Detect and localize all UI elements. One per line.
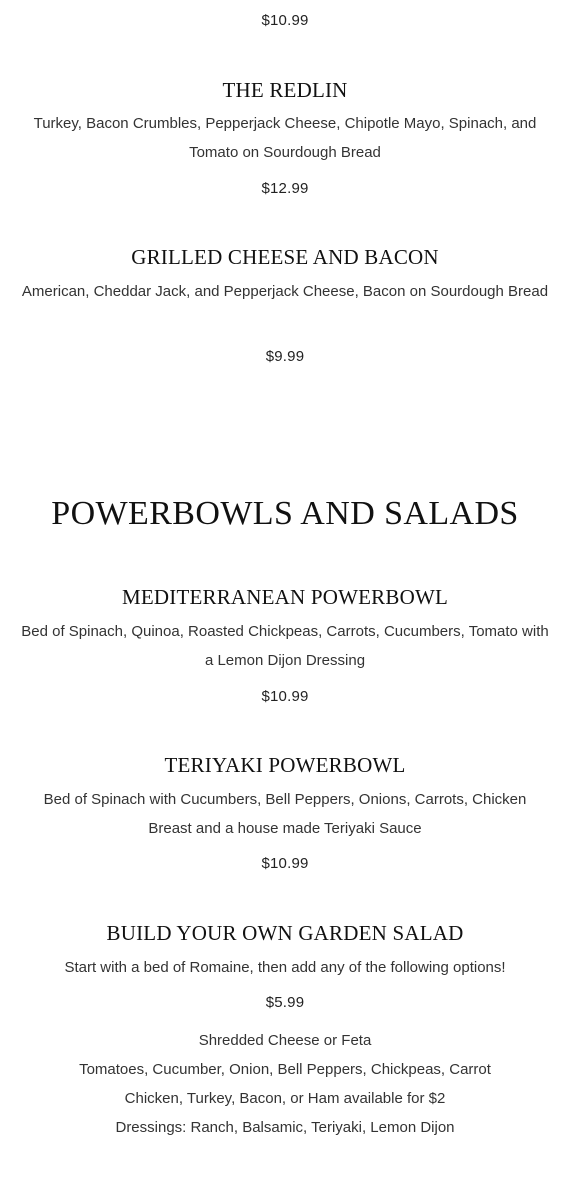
- item-name-the-redlin: THE REDLIN: [222, 78, 348, 102]
- section-title: POWERBOWLS AND SALADS: [51, 495, 519, 532]
- item-name-mediterranean-powerbowl: MEDITERRANEAN POWERBOWL: [122, 585, 448, 609]
- item-price: $10.99: [261, 12, 309, 29]
- item-name-grilled-cheese-and-bacon: GRILLED CHEESE AND BACON: [131, 245, 439, 269]
- item-name-build-your-own-garden-salad: BUILD YOUR OWN GARDEN SALAD: [106, 921, 464, 945]
- list-item: Dressings: Ranch, Balsamic, Teriyaki, Lemon Dijon: [115, 1119, 455, 1136]
- item-price: $9.99: [265, 348, 305, 365]
- item-description: Start with a bed of Romaine, then add any of the following options!: [64, 959, 506, 976]
- item-description: Bed of Spinach, Quinoa, Roasted Chickpeas, Carrots, Cucumbers, Tomato with a Lemon Dijon Dressing: [21, 623, 549, 669]
- item-price: $10.99: [261, 688, 309, 705]
- salad-options-list: [0, 1026, 570, 1142]
- item-price: $10.99: [261, 855, 309, 872]
- item-description: Turkey, Bacon Crumbles, Pepperjack Cheese, Chipotle Mayo, Spinach, and Tomato on Sourdough Bread: [33, 115, 537, 161]
- item-description: Bed of Spinach with Cucumbers, Bell Peppers, Onions, Carrots, Chicken Breast and a house made Teriyaki Sauce: [43, 791, 527, 837]
- list-item: Tomatoes, Cucumber, Onion, Bell Peppers, Chickpeas, Carrot: [79, 1061, 491, 1078]
- item-price: $12.99: [261, 180, 309, 197]
- item-name-teriyaki-powerbowl: TERIYAKI POWERBOWL: [164, 753, 406, 777]
- list-item: Chicken, Turkey, Bacon, or Ham available for $2: [124, 1090, 446, 1107]
- list-item: Shredded Cheese or Feta: [198, 1032, 372, 1049]
- item-description: American, Cheddar Jack, and Pepperjack Cheese, Bacon on Sourdough Bread: [21, 283, 549, 300]
- item-price: $5.99: [265, 994, 305, 1011]
